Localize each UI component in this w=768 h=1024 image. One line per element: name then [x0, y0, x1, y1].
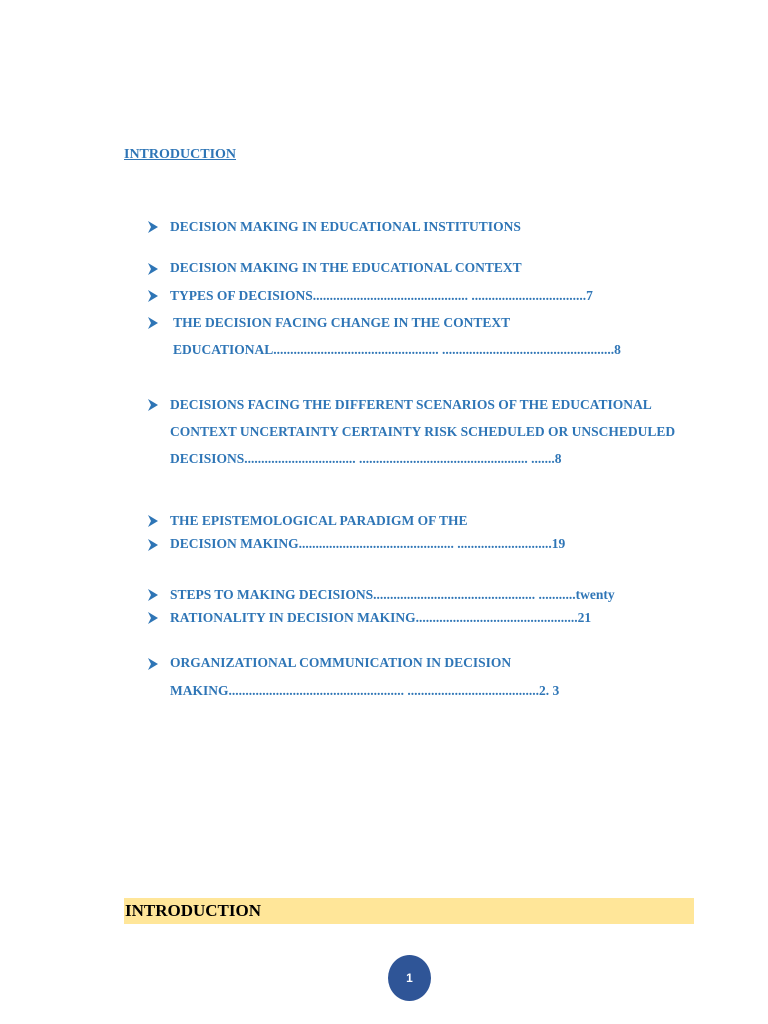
arrow-bullet-icon [146, 289, 160, 303]
toc-entry-continuation[interactable]: DECISIONS................................. .................................................. .......8 [170, 451, 562, 466]
arrow-bullet-icon [146, 316, 160, 330]
section-heading: INTRODUCTION [125, 901, 262, 920]
page-number: 1 [406, 971, 413, 985]
toc-entry[interactable]: ORGANIZATIONAL COMMUNICATION IN DECISION [170, 655, 512, 670]
toc-entry-continuation[interactable]: CONTEXT UNCERTAINTY CERTAINTY RISK SCHEDULED OR UNSCHEDULED [170, 424, 676, 439]
arrow-bullet-icon [146, 538, 160, 552]
toc-entry-continuation[interactable]: EDUCATIONAL................................................. ...................................................8 [173, 342, 621, 357]
toc-title-link[interactable]: INTRODUCTION [124, 147, 237, 162]
toc-entry[interactable]: RATIONALITY IN DECISION MAKING................................................21 [170, 610, 592, 625]
toc-entry[interactable]: TYPES OF DECISIONS.............................................. ..................................7 [170, 288, 593, 303]
toc-entry[interactable]: THE EPISTEMOLOGICAL PARADIGM OF THE [170, 513, 468, 528]
arrow-bullet-icon [146, 588, 160, 602]
toc-entry[interactable]: STEPS TO MAKING DECISIONS................................................ ...........twenty [170, 587, 615, 602]
arrow-bullet-icon [146, 262, 160, 276]
toc-entry[interactable]: DECISIONS FACING THE DIFFERENT SCENARIOS OF THE EDUCATIONAL [170, 397, 652, 412]
arrow-bullet-icon [146, 611, 160, 625]
toc-entry[interactable]: DECISION MAKING.............................................. ............................19 [170, 536, 566, 551]
toc-entry[interactable]: DECISION MAKING IN EDUCATIONAL INSTITUTIONS [170, 219, 521, 234]
arrow-bullet-icon [146, 657, 160, 671]
arrow-bullet-icon [146, 398, 160, 412]
toc-entry-continuation[interactable]: MAKING.................................................... .......................................2. 3 [170, 683, 560, 698]
arrow-bullet-icon [146, 514, 160, 528]
page-number-badge [388, 955, 431, 1001]
toc-entry[interactable]: DECISION MAKING IN THE EDUCATIONAL CONTEXT [170, 260, 522, 275]
arrow-bullet-icon [146, 220, 160, 234]
toc-entry[interactable]: THE DECISION FACING CHANGE IN THE CONTEXT [170, 315, 511, 330]
